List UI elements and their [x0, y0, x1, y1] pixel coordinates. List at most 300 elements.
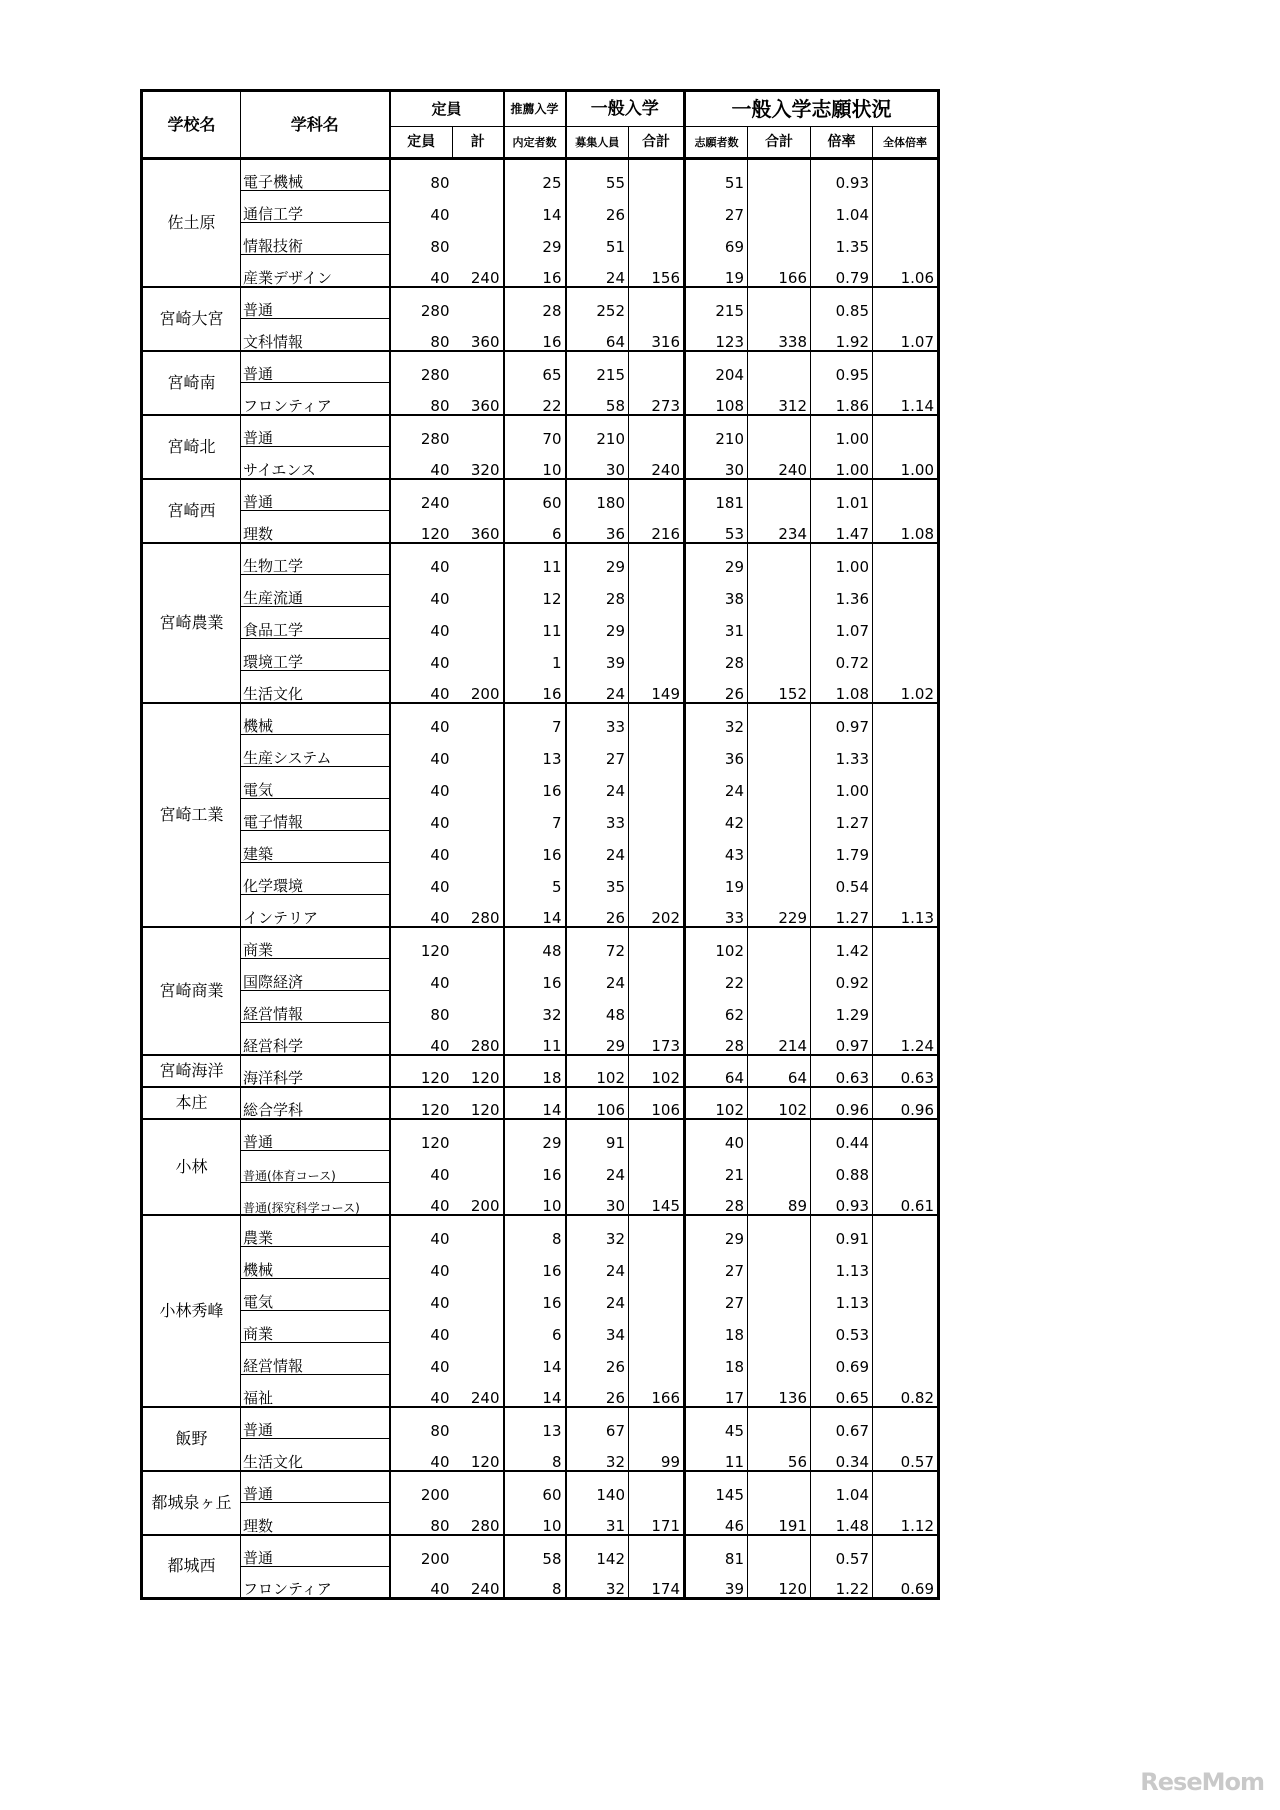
dept-name: フロンティア — [241, 383, 390, 415]
applicants: 215 — [685, 287, 748, 319]
general-recruit: 36 — [566, 511, 629, 543]
table-row — [142, 415, 939, 447]
capacity-total — [453, 1119, 504, 1151]
capacity-total — [453, 831, 504, 863]
dept-name: 経営情報 — [241, 991, 390, 1023]
general-recruit: 252 — [566, 287, 629, 319]
applicants-total — [748, 863, 811, 895]
table-row — [142, 1055, 939, 1087]
capacity: 200 — [420, 1549, 450, 1567]
general-total — [629, 1119, 685, 1151]
capacity: 80 — [390, 1503, 453, 1535]
general-recruit: 142 — [566, 1535, 629, 1567]
general-recruit: 28 — [566, 575, 629, 607]
capacity-total — [453, 415, 504, 447]
school-name: 都城西 — [142, 1535, 241, 1599]
ratio: 0.65 — [811, 1375, 873, 1407]
ratio: 0.97 — [811, 703, 873, 735]
table-row — [142, 479, 939, 511]
overall-ratio — [873, 543, 939, 575]
table-row — [142, 831, 939, 863]
recommend-count: 5 — [504, 863, 566, 895]
recommend-count: 25 — [504, 159, 566, 191]
general-total — [629, 831, 685, 863]
dept-name: 普通(体育コース) — [241, 1151, 390, 1183]
capacity-total: 360 — [453, 383, 504, 415]
applicants-total: 240 — [748, 447, 811, 479]
general-recruit: 31 — [566, 1503, 629, 1535]
overall-ratio: 0.57 — [873, 1439, 939, 1471]
general-recruit: 32 — [566, 1439, 629, 1471]
general-recruit: 30 — [566, 1183, 629, 1215]
applicants-total — [748, 1215, 811, 1247]
capacity: 120 — [390, 511, 453, 543]
overall-ratio — [873, 223, 939, 255]
capacity: 40 — [430, 1165, 450, 1183]
recommend-count: 16 — [504, 671, 566, 703]
applicants-total — [748, 415, 811, 447]
applicants: 21 — [685, 1151, 748, 1183]
applicants-total — [748, 799, 811, 831]
header-recommend: 推薦入学 — [504, 91, 566, 127]
general-recruit: 29 — [566, 1023, 629, 1055]
capacity-total — [453, 351, 504, 383]
applicants-total — [748, 543, 811, 575]
applicants: 145 — [685, 1471, 748, 1503]
applicants: 181 — [685, 479, 748, 511]
ratio: 1.27 — [811, 895, 873, 927]
table-row — [142, 319, 939, 351]
dept-name: 電子機械 — [241, 159, 390, 191]
applicants: 31 — [685, 607, 748, 639]
general-recruit: 32 — [566, 1215, 629, 1247]
recommend-count: 29 — [504, 1119, 566, 1151]
capacity: 40 — [430, 1293, 450, 1311]
capacity-total — [453, 735, 504, 767]
general-total — [629, 799, 685, 831]
ratio: 0.93 — [811, 1183, 873, 1215]
capacity-total — [453, 767, 504, 799]
header-dept: 学科名 — [241, 91, 390, 159]
general-recruit: 67 — [566, 1407, 629, 1439]
general-total: 149 — [629, 671, 685, 703]
capacity: 80 — [430, 173, 450, 191]
overall-ratio: 1.07 — [873, 319, 939, 351]
capacity-total — [453, 1279, 504, 1311]
applicants-total: 89 — [748, 1183, 811, 1215]
dept-name: 国際経済 — [241, 959, 390, 991]
dept-name: 普通 — [241, 479, 390, 511]
applicants: 27 — [685, 1247, 748, 1279]
general-total — [629, 1151, 685, 1183]
header-gen-recruit: 募集人員 — [566, 127, 629, 159]
capacity-total — [453, 1535, 504, 1567]
table-row — [142, 543, 939, 575]
general-total: 102 — [629, 1055, 685, 1087]
capacity: 40 — [430, 1357, 450, 1375]
school-name: 都城泉ヶ丘 — [142, 1471, 241, 1535]
general-total — [629, 767, 685, 799]
ratio: 1.92 — [811, 319, 873, 351]
dept-name: 経営情報 — [241, 1343, 390, 1375]
ratio: 0.69 — [811, 1343, 873, 1375]
recommend-count: 16 — [504, 1247, 566, 1279]
general-recruit: 29 — [566, 543, 629, 575]
header-overall-ratio: 全体倍率 — [873, 127, 939, 159]
applicants-total: 312 — [748, 383, 811, 415]
overall-ratio — [873, 1151, 939, 1183]
table-row — [142, 1535, 939, 1567]
applicants-total: 56 — [748, 1439, 811, 1471]
table-row — [142, 1023, 939, 1055]
general-total: 166 — [629, 1375, 685, 1407]
general-total — [629, 351, 685, 383]
applicants-total — [748, 479, 811, 511]
general-recruit: 102 — [566, 1055, 629, 1087]
table-row — [142, 255, 939, 287]
applicants-total: 64 — [748, 1055, 811, 1087]
overall-ratio — [873, 607, 939, 639]
recommend-count: 11 — [504, 1023, 566, 1055]
applicants-total — [748, 1471, 811, 1503]
general-recruit: 91 — [566, 1119, 629, 1151]
applicants-total: 214 — [748, 1023, 811, 1055]
recommend-count: 16 — [504, 1279, 566, 1311]
ratio: 0.91 — [811, 1215, 873, 1247]
header-cap-total: 計 — [453, 127, 504, 159]
general-recruit: 33 — [566, 703, 629, 735]
overall-ratio: 0.69 — [873, 1567, 939, 1599]
capacity: 80 — [430, 1005, 450, 1023]
school-name: 小林秀峰 — [142, 1215, 241, 1407]
dept-name: 電子情報 — [241, 799, 390, 831]
applicants-total — [748, 1279, 811, 1311]
ratio: 1.08 — [811, 671, 873, 703]
overall-ratio: 1.14 — [873, 383, 939, 415]
ratio: 1.29 — [811, 991, 873, 1023]
capacity: 40 — [430, 749, 450, 767]
applicants-total — [748, 1311, 811, 1343]
recommend-count: 58 — [504, 1535, 566, 1567]
recommend-count: 14 — [504, 1343, 566, 1375]
header-school: 学校名 — [142, 91, 241, 159]
general-total: 99 — [629, 1439, 685, 1471]
capacity: 280 — [420, 429, 450, 447]
capacity-total: 360 — [453, 319, 504, 351]
applicants: 27 — [685, 1279, 748, 1311]
table-row — [142, 287, 939, 319]
applicants-total — [748, 1151, 811, 1183]
general-recruit: 26 — [566, 1375, 629, 1407]
capacity: 120 — [390, 1087, 453, 1119]
overall-ratio — [873, 1119, 939, 1151]
overall-ratio — [873, 415, 939, 447]
ratio: 1.04 — [811, 191, 873, 223]
dept-name: 情報技術 — [241, 223, 390, 255]
applicants: 45 — [685, 1407, 748, 1439]
capacity: 240 — [420, 493, 450, 511]
ratio: 1.36 — [811, 575, 873, 607]
ratio: 1.35 — [811, 223, 873, 255]
overall-ratio — [873, 991, 939, 1023]
general-recruit: 215 — [566, 351, 629, 383]
header-applicants: 志願者数 — [685, 127, 748, 159]
capacity-total: 280 — [453, 1023, 504, 1055]
overall-ratio — [873, 351, 939, 383]
capacity-total — [453, 287, 504, 319]
general-total — [629, 703, 685, 735]
table-row — [142, 511, 939, 543]
general-total — [629, 191, 685, 223]
applicants-total — [748, 831, 811, 863]
applicants: 28 — [685, 1183, 748, 1215]
general-recruit: 58 — [566, 383, 629, 415]
school-name: 宮崎北 — [142, 415, 241, 479]
ratio: 1.13 — [811, 1279, 873, 1311]
ratio: 0.53 — [811, 1311, 873, 1343]
general-total — [629, 543, 685, 575]
recommend-count: 70 — [504, 415, 566, 447]
general-total — [629, 287, 685, 319]
table-row — [142, 799, 939, 831]
header-cap-each: 定員 — [390, 127, 453, 159]
capacity: 40 — [390, 1183, 453, 1215]
ratio: 1.86 — [811, 383, 873, 415]
dept-name: インテリア — [241, 895, 390, 927]
general-recruit: 39 — [566, 639, 629, 671]
capacity: 40 — [390, 671, 453, 703]
overall-ratio: 0.63 — [873, 1055, 939, 1087]
capacity-total — [453, 991, 504, 1023]
recommend-count: 6 — [504, 511, 566, 543]
capacity-total — [453, 863, 504, 895]
dept-name: 商業 — [241, 927, 390, 959]
header-ratio: 倍率 — [811, 127, 873, 159]
capacity-total — [453, 1311, 504, 1343]
dept-name: 産業デザイン — [241, 255, 390, 287]
capacity-total — [453, 639, 504, 671]
table-row — [142, 1151, 939, 1183]
dept-name: 機械 — [241, 703, 390, 735]
applicants-total — [748, 735, 811, 767]
applicants-total: 234 — [748, 511, 811, 543]
table-row — [142, 1343, 939, 1375]
ratio: 1.48 — [811, 1503, 873, 1535]
capacity: 40 — [430, 877, 450, 895]
overall-ratio — [873, 703, 939, 735]
overall-ratio — [873, 1247, 939, 1279]
table-row — [142, 639, 939, 671]
capacity: 40 — [430, 973, 450, 991]
ratio: 0.97 — [811, 1023, 873, 1055]
table-row — [142, 927, 939, 959]
applicants: 19 — [685, 255, 748, 287]
recommend-count: 16 — [504, 959, 566, 991]
general-total — [629, 927, 685, 959]
dept-name: 普通 — [241, 1471, 390, 1503]
capacity: 40 — [430, 205, 450, 223]
applicants: 102 — [685, 927, 748, 959]
ratio: 1.00 — [811, 415, 873, 447]
applicants: 26 — [685, 671, 748, 703]
capacity: 80 — [430, 237, 450, 255]
dept-name: 普通 — [241, 1407, 390, 1439]
capacity: 40 — [430, 1261, 450, 1279]
overall-ratio: 1.13 — [873, 895, 939, 927]
general-total: 273 — [629, 383, 685, 415]
recommend-count: 13 — [504, 735, 566, 767]
general-total — [629, 1247, 685, 1279]
capacity-total: 320 — [453, 447, 504, 479]
applicants: 46 — [685, 1503, 748, 1535]
dept-name: 建築 — [241, 831, 390, 863]
school-name: 本庄 — [142, 1087, 241, 1119]
general-recruit: 55 — [566, 159, 629, 191]
watermark-logo: ReseMom — [1140, 1768, 1264, 1796]
overall-ratio — [873, 1407, 939, 1439]
applicants-total — [748, 1407, 811, 1439]
capacity: 40 — [390, 1567, 453, 1599]
capacity-total — [453, 479, 504, 511]
capacity: 280 — [420, 301, 450, 319]
capacity-total: 360 — [453, 511, 504, 543]
ratio: 0.67 — [811, 1407, 873, 1439]
general-total: 216 — [629, 511, 685, 543]
applicants-total: 166 — [748, 255, 811, 287]
applicants-total: 120 — [748, 1567, 811, 1599]
applicants: 36 — [685, 735, 748, 767]
dept-name: 生活文化 — [241, 1439, 390, 1471]
general-recruit: 210 — [566, 415, 629, 447]
ratio: 0.92 — [811, 959, 873, 991]
table-row — [142, 1215, 939, 1247]
capacity: 80 — [390, 319, 453, 351]
ratio: 0.95 — [811, 351, 873, 383]
table-row — [142, 735, 939, 767]
header-rec-count: 内定者数 — [504, 127, 566, 159]
capacity: 40 — [430, 621, 450, 639]
general-total — [629, 1471, 685, 1503]
dept-name: フロンティア — [241, 1567, 390, 1599]
recommend-count: 7 — [504, 799, 566, 831]
ratio: 1.01 — [811, 479, 873, 511]
capacity-total — [453, 159, 504, 191]
overall-ratio — [873, 959, 939, 991]
applicants-total: 152 — [748, 671, 811, 703]
dept-name: 普通 — [241, 351, 390, 383]
overall-ratio — [873, 191, 939, 223]
capacity: 40 — [390, 255, 453, 287]
general-total — [629, 1535, 685, 1567]
dept-name: 電気 — [241, 767, 390, 799]
capacity-total — [453, 1247, 504, 1279]
recommend-count: 48 — [504, 927, 566, 959]
general-recruit: 140 — [566, 1471, 629, 1503]
applicants: 123 — [685, 319, 748, 351]
recommend-count: 14 — [504, 1375, 566, 1407]
applicants: 53 — [685, 511, 748, 543]
general-recruit: 33 — [566, 799, 629, 831]
applicants-total — [748, 1343, 811, 1375]
capacity: 40 — [390, 1023, 453, 1055]
general-total — [629, 639, 685, 671]
recommend-count: 10 — [504, 1503, 566, 1535]
general-recruit: 26 — [566, 191, 629, 223]
table-row — [142, 767, 939, 799]
overall-ratio: 0.96 — [873, 1087, 939, 1119]
table-row — [142, 1567, 939, 1599]
general-recruit: 34 — [566, 1311, 629, 1343]
ratio: 1.00 — [811, 767, 873, 799]
table-row — [142, 1407, 939, 1439]
general-recruit: 64 — [566, 319, 629, 351]
dept-name: 環境工学 — [241, 639, 390, 671]
recommend-count: 10 — [504, 447, 566, 479]
overall-ratio — [873, 1535, 939, 1567]
recommend-count: 13 — [504, 1407, 566, 1439]
dept-name: サイエンス — [241, 447, 390, 479]
dept-name: 化学環境 — [241, 863, 390, 895]
applicants-total: 102 — [748, 1087, 811, 1119]
applicants: 19 — [685, 863, 748, 895]
applicants: 51 — [685, 159, 748, 191]
ratio: 0.88 — [811, 1151, 873, 1183]
capacity-total — [453, 959, 504, 991]
overall-ratio — [873, 927, 939, 959]
capacity: 40 — [430, 589, 450, 607]
applicants-total: 191 — [748, 1503, 811, 1535]
general-total: 156 — [629, 255, 685, 287]
overall-ratio — [873, 735, 939, 767]
general-recruit: 24 — [566, 959, 629, 991]
general-recruit: 48 — [566, 991, 629, 1023]
applicants: 42 — [685, 799, 748, 831]
dept-name: 電気 — [241, 1279, 390, 1311]
applicants: 29 — [685, 543, 748, 575]
ratio: 1.22 — [811, 1567, 873, 1599]
school-name: 宮崎商業 — [142, 927, 241, 1055]
applicants-total: 338 — [748, 319, 811, 351]
recommend-count: 11 — [504, 607, 566, 639]
applicants: 22 — [685, 959, 748, 991]
table-row — [142, 1311, 939, 1343]
applicants: 17 — [685, 1375, 748, 1407]
general-total — [629, 1407, 685, 1439]
table-row — [142, 863, 939, 895]
dept-name: 文科情報 — [241, 319, 390, 351]
overall-ratio — [873, 639, 939, 671]
applicants: 24 — [685, 767, 748, 799]
dept-name: 生産システム — [241, 735, 390, 767]
ratio: 1.33 — [811, 735, 873, 767]
ratio: 0.79 — [811, 255, 873, 287]
overall-ratio — [873, 799, 939, 831]
table-row — [142, 671, 939, 703]
header-status: 一般入学志願状況 — [685, 91, 939, 127]
capacity: 40 — [430, 653, 450, 671]
recommend-count: 6 — [504, 1311, 566, 1343]
general-total — [629, 735, 685, 767]
dept-name: 機械 — [241, 1247, 390, 1279]
overall-ratio — [873, 1471, 939, 1503]
recommend-count: 14 — [504, 191, 566, 223]
school-name: 宮崎工業 — [142, 703, 241, 927]
general-recruit: 26 — [566, 1343, 629, 1375]
capacity: 40 — [430, 845, 450, 863]
applicants: 43 — [685, 831, 748, 863]
applicants-total — [748, 927, 811, 959]
recommend-count: 22 — [504, 383, 566, 415]
